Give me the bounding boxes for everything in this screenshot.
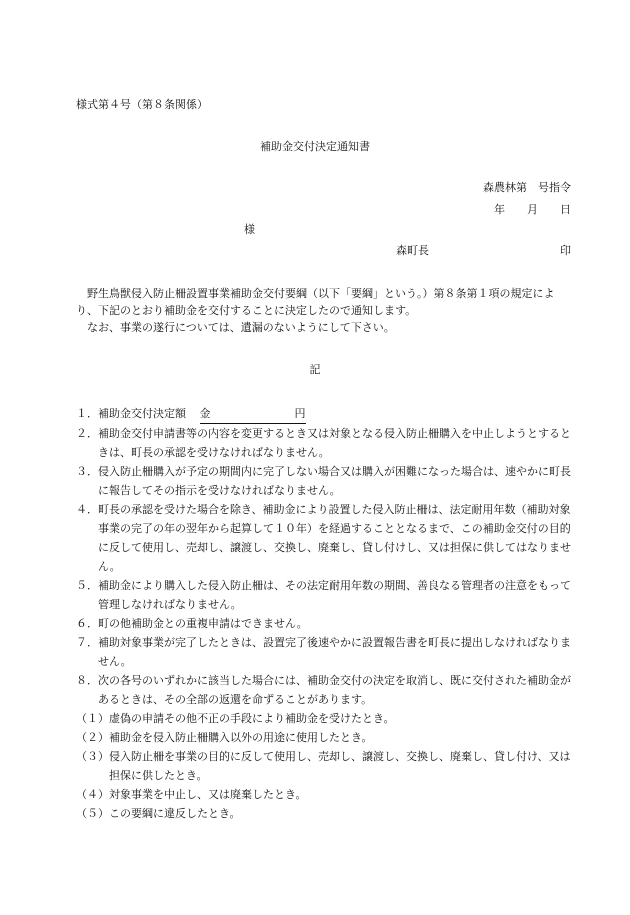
sub-item-text: 対象事業を中止し、又は廃棄したとき。 [109,788,307,801]
list-item [76,671,576,709]
list-item [76,462,576,500]
sub-item [76,804,576,823]
sub-item-number: （１） [76,712,109,725]
seal-mark: 印 [560,244,571,257]
list-item [76,614,576,633]
sender-block [396,244,571,257]
recipient-suffix: 様 [244,223,255,236]
ki-heading: 記 [309,363,321,376]
item-number: ７． [76,636,98,649]
sub-item [76,785,576,804]
list-item [76,424,576,462]
sub-item [76,709,576,728]
item-number: ５． [76,579,98,592]
sub-item-number: （４） [76,788,109,801]
sub-item-number: （２） [76,731,109,744]
amount-yen: 円 [294,407,306,420]
form-number: 様式第４号（第８条関係） [76,98,208,111]
sub-item-text: この要綱に違反したとき。 [109,807,241,820]
document-title: 補助金交付決定通知書 [260,140,370,153]
amount-kin: 金 [199,407,211,420]
item-number: ３． [76,465,98,478]
list-item [76,633,576,671]
sub-item-number: （５） [76,807,109,820]
list-item [76,500,576,576]
sub-item-text: 虚偽の申請その他不正の手段により補助金を受けたとき。 [109,712,395,725]
item-text: 次の各号のいずれかに該当した場合には、補助金交付の決定を取消し、既に交付された補助金があるときは、その全部の返還を命ずることがあります。 [98,674,571,706]
item-text: 町長の承認を受けた場合を除き、補助金により設置した侵入防止柵は、法定耐用年数（補助対象事業の完了の年の翌年から起算して１０年）を経過することとなるまで、この補助金交付の目的に反して使用し、売却し、譲渡し、交換し、廃棄し、貸し付けし、又は担保に供してはなりません。 [98,503,571,573]
date-day-label: 日 [560,203,571,216]
item-text: 補助対象事業が完了したときは、設置完了後速やかに設置報告書を町長に提出しなければなりません。 [98,636,571,668]
list-item [76,576,576,614]
item-number: ４． [76,503,98,516]
item-number: ２． [76,427,98,440]
item-text: 侵入防止柵購入が予定の期間内に完了しない場合又は購入が困難になった場合は、速やかに町長に報告してその指示を受けなければなりません。 [98,465,571,497]
sub-item [76,728,576,747]
notice-body [76,285,576,336]
item-text: 補助金交付申請書等の内容を変更するとき又は対象となる侵入防止柵購入を中止しようとするときは、町長の承認を受けなければなりません。 [98,427,571,459]
item-text: 町の他補助金との重複申請はできません。 [98,617,308,630]
item-number: ６． [76,617,98,630]
sub-item-text: 補助金を侵入防止柵購入以外の用途に使用したとき。 [109,731,373,744]
item-text: 補助金により購入した侵入防止柵は、その法定耐用年数の期間、善良なる管理者の注意をもって管理しなければなりません。 [98,579,571,611]
sub-item-text: 侵入防止柵を事業の目的に反して使用し、売却し、譲渡し、交換し、廃棄し、貸し付け、又は担保に供したとき。 [109,750,571,782]
conditions-list [76,404,576,823]
issue-number: 森農林第 号指令 [483,181,571,194]
date-month-label: 月 [527,203,538,216]
date-line [494,203,571,216]
body-paragraph-2: なお、事業の遂行については、遺漏のないようにして下さい。 [87,321,395,334]
item-number: １． [76,407,98,420]
sub-item [76,747,576,785]
body-paragraph-1: 野生鳥獣侵入防止柵設置事業補助金交付要綱（以下「要綱」という。）第８条第１項の規定により、下記のとおり補助金を交付することに決定したので通知します。 [76,287,555,317]
list-item [76,404,576,424]
item-number: ８． [76,674,98,687]
amount-field [200,404,306,424]
amount-label: 補助金交付決定額 [98,407,186,420]
sub-item-number: （３） [76,750,109,763]
sender-name: 森町長 [396,244,429,257]
date-year-label: 年 [494,203,505,216]
